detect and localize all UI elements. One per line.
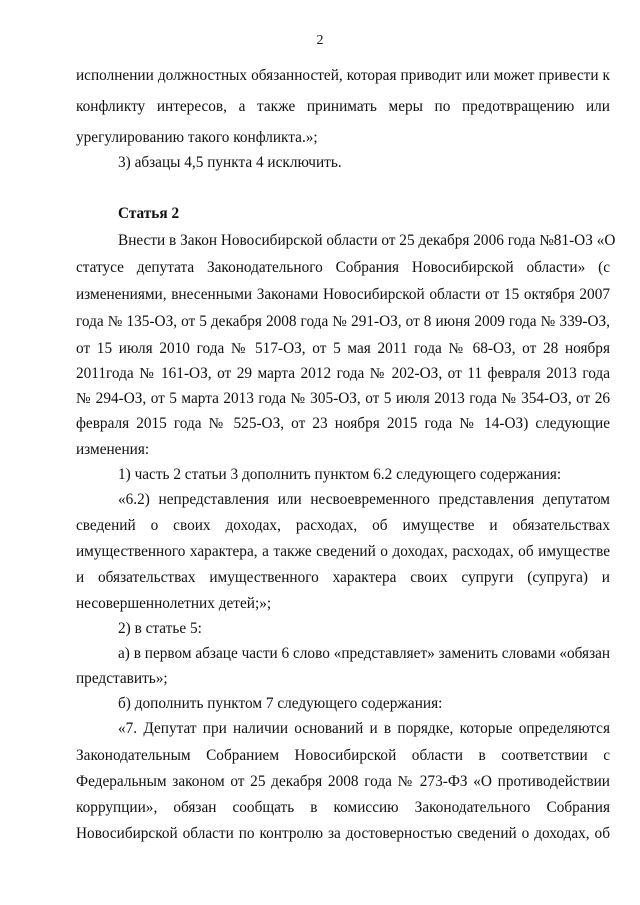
text-line: исполнении должностных обязанностей, которая приводит или может привести к xyxy=(76,67,610,84)
text-line: Федеральным законом от 25 декабря 2008 года № 273-ФЗ «О противодействии xyxy=(76,773,610,790)
text-line: февраля 2015 года № 525-ОЗ, от 23 ноября 2015 года № 14-ОЗ) следующие xyxy=(76,415,610,432)
text-line: представить»; xyxy=(76,670,168,687)
text-line: № 294-ОЗ, от 5 марта 2013 года № 305-ОЗ, от 5 июля 2013 года № 354-ОЗ, от 26 xyxy=(76,390,610,407)
text-line: коррупции», обязан сообщать в комиссию Законодательного Собрания xyxy=(76,799,610,816)
text-line: 3) абзацы 4,5 пункта 4 исключить. xyxy=(118,154,342,171)
text-line: Новосибирской области по контролю за достоверностью сведений о доходах, об xyxy=(76,825,610,842)
text-line: Внести в Закон Новосибирской области от 25 декабря 2006 года №81-ОЗ «О xyxy=(118,232,616,249)
page-number: 2 xyxy=(316,33,324,48)
text-line: изменениями, внесенными Законами Новосибирской области от 15 октября 2007 xyxy=(76,286,610,303)
text-line: урегулированию такого конфликта.»; xyxy=(76,129,318,146)
text-line: «6.2) непредставления или несвоевременного представления депутатом xyxy=(118,491,610,508)
article-heading: Статья 2 xyxy=(118,205,180,222)
text-line: несовершеннолетних детей;»; xyxy=(76,595,272,612)
text-line: б) дополнить пунктом 7 следующего содержания: xyxy=(118,695,443,712)
text-line: 2011года № 161-ОЗ, от 29 марта 2012 года № 202-ОЗ, от 11 февраля 2013 года xyxy=(76,365,610,382)
text-line: изменения: xyxy=(76,441,150,458)
text-line: 1) часть 2 статьи 3 дополнить пунктом 6.2 следующего содержания: xyxy=(118,466,562,483)
text-line: и обязательствах имущественного характера своих супруги (супруга) и xyxy=(76,569,610,586)
text-line: года № 135-ОЗ, от 5 декабря 2008 года № 291-ОЗ, от 8 июня 2009 года № 339-ОЗ, xyxy=(76,313,610,330)
text-line: сведений о своих доходах, расходах, об имуществе и обязательствах xyxy=(76,517,610,534)
text-line: от 15 июля 2010 года № 517-ОЗ, от 5 мая 2011 года № 68-ОЗ, от 28 ноября xyxy=(76,340,610,357)
text-line: статусе депутата Законодательного Собрания Новосибирской области» (с xyxy=(76,259,610,276)
text-line: конфликту интересов, а также принимать меры по предотвращению или xyxy=(76,98,610,115)
text-line: Законодательным Собранием Новосибирской области в соответствии с xyxy=(76,747,610,764)
text-line: 2) в статье 5: xyxy=(118,620,202,637)
text-line: имущественного характера, а также сведений о доходах, расходах, об имуществе xyxy=(76,543,610,560)
text-line: «7. Депутат при наличии оснований и в порядке, которые определяются xyxy=(118,720,610,737)
text-line: а) в первом абзаце части 6 слово «представляет» заменить словами «обязан xyxy=(118,645,611,662)
